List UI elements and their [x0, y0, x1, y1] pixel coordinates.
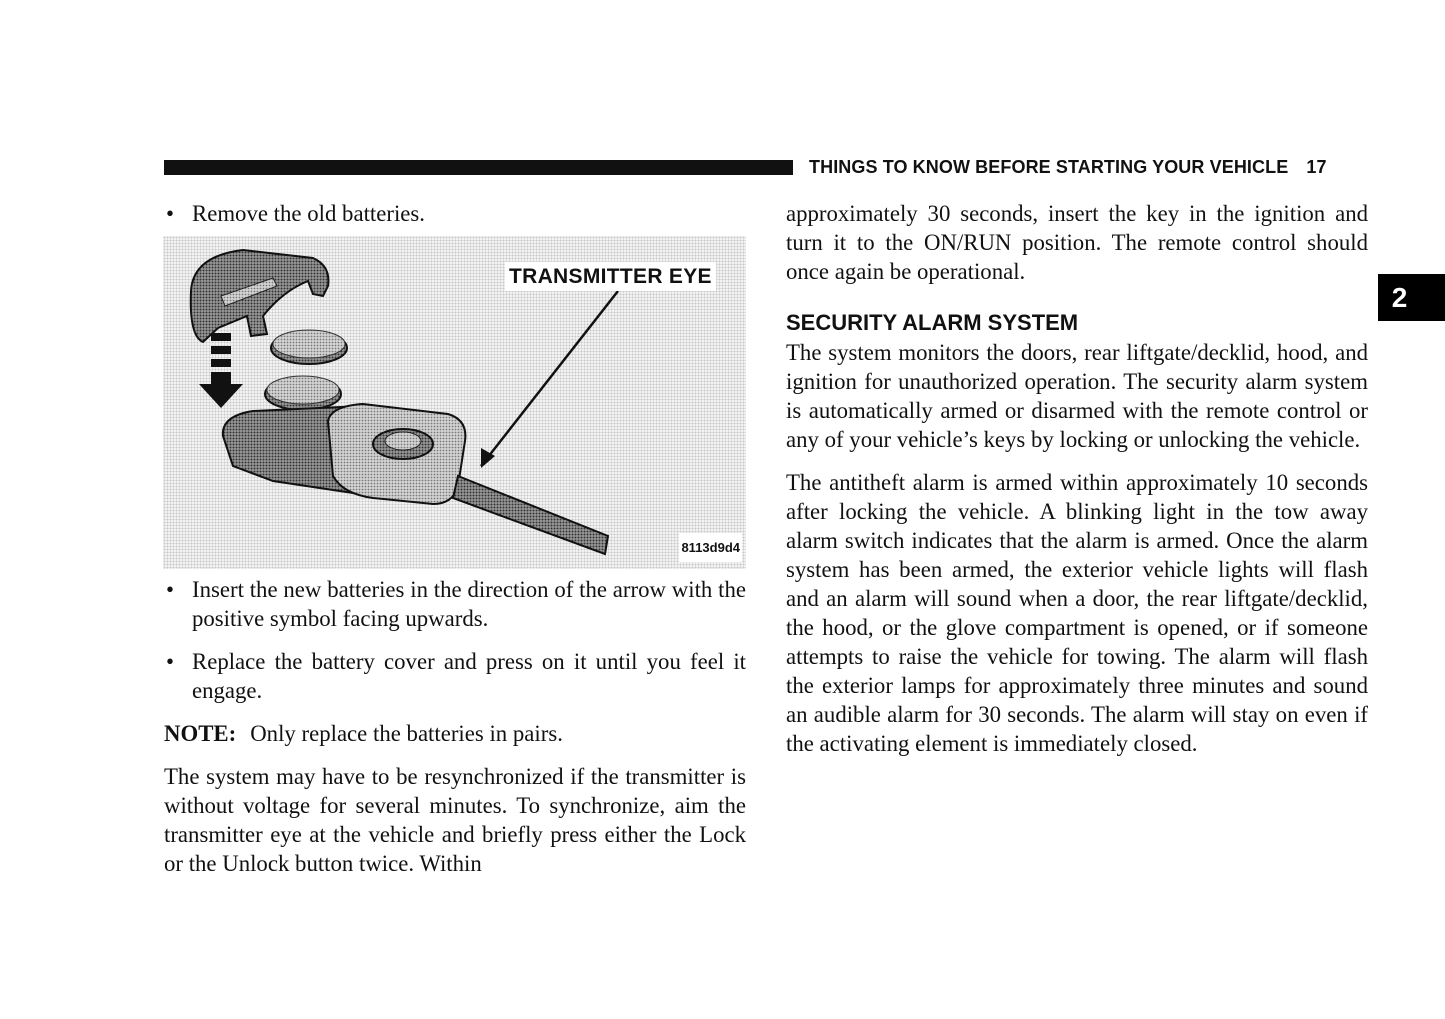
continuation-paragraph: approximately 30 seconds, insert the key in the ignition and turn it to the ON/RUN position. The remote control should once again be operational.	[786, 201, 1368, 284]
section-tab	[1378, 274, 1445, 321]
resync-paragraph: The system may have to be resynchronized if the transmitter is without voltage for several minutes. To synchronize, aim the transmitter eye at the vehicle and briefly press either the Lock or the Unlock button twice. Within	[164, 764, 746, 876]
left-column	[164, 199, 746, 878]
running-header	[809, 157, 1327, 178]
transmitter-eye-label: TRANSMITTER EYE	[505, 262, 716, 291]
key-fob-figure	[163, 236, 746, 569]
bullet-replace-cover: • Replace the battery cover and press on it until you feel it engage.	[164, 647, 746, 705]
right-column	[786, 199, 1368, 758]
alarm-paragraph-2: The antitheft alarm is armed within approximately 10 seconds after locking the vehicle. A blinking light in the tow away alarm switch indicates that the alarm is armed. Once the alarm system has been armed, the exterior vehicle lights will flash and an alarm will sound when a door, the rear liftgate/decklid, the hood, or the glove compartment is opened, or if someone attempts to raise the vehicle for towing. The alarm will flash the exterior lamps for approximately three minutes and sound an audible alarm for 30 seconds. The alarm will stay on even if the activating element is immediately closed.	[786, 470, 1368, 756]
note-label: NOTE:	[164, 721, 237, 746]
chapter-title: THINGS TO KNOW BEFORE STARTING YOUR VEHICLE	[809, 157, 1289, 177]
alarm-paragraph-1: The system monitors the doors, rear liftgate/decklid, hood, and ignition for unauthorized operation. The security alarm system is automatically armed or disarmed with the remote control or any of your vehicle’s keys by locking or unlocking the vehicle.	[786, 340, 1368, 452]
bullet-remove-batteries: • Remove the old batteries.	[164, 199, 746, 228]
note-text: Only replace the batteries in pairs.	[250, 721, 563, 746]
bullet-insert-batteries: • Insert the new batteries in the direction of the arrow with the positive symbol facing upwards.	[164, 575, 746, 633]
page-number: 17	[1306, 157, 1327, 177]
section-tab-number: 2	[1391, 281, 1408, 313]
section-heading: SECURITY ALARM SYSTEM	[786, 310, 1079, 335]
figure-code: 8113d9d4	[679, 533, 742, 562]
header-rule-bar	[164, 160, 793, 175]
note	[164, 719, 746, 748]
